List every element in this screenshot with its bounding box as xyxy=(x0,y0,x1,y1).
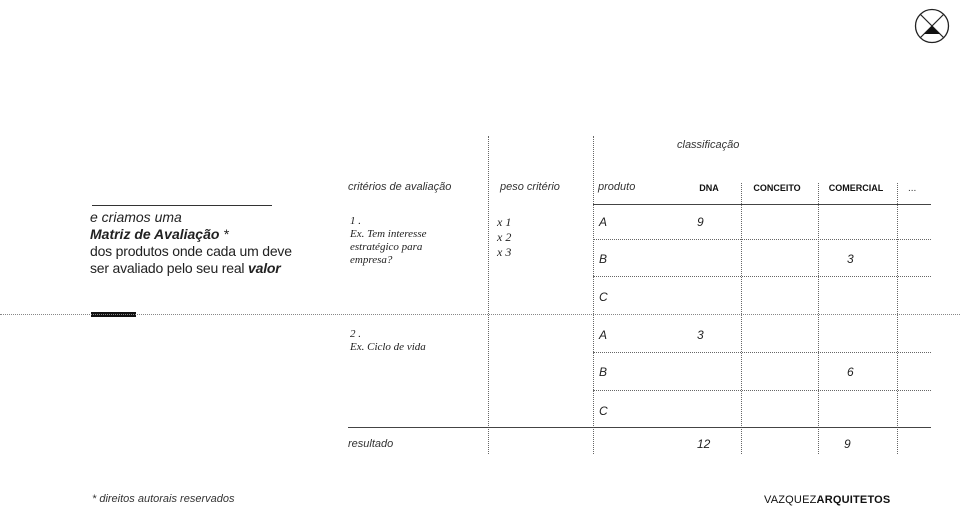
product-cell: A xyxy=(599,215,608,229)
header-more: ... xyxy=(908,183,917,194)
commercial-cell: 6 xyxy=(847,365,854,379)
commercial-cell: 3 xyxy=(847,252,854,266)
brand-logo xyxy=(764,494,890,506)
classification-label: classificação xyxy=(677,139,740,151)
value-word: valor xyxy=(248,260,281,276)
weight-value: x 3 xyxy=(497,245,512,259)
criterion-text-line: empresa? xyxy=(350,254,393,266)
intro-line-2 xyxy=(90,226,350,243)
criterion-1-weights xyxy=(497,215,511,260)
result-commercial: 9 xyxy=(844,437,851,451)
brand-part-2: ARQUITETOS xyxy=(816,494,891,506)
header-dna: DNA xyxy=(699,183,719,193)
asterisk: * xyxy=(219,226,229,242)
column-divider xyxy=(741,183,742,454)
column-divider xyxy=(818,183,819,454)
criterion-number: 2 . xyxy=(350,328,361,340)
intro-text xyxy=(90,209,350,277)
row-rule xyxy=(593,239,931,240)
header-commercial: COMERCIAL xyxy=(828,183,884,193)
intro-line-4 xyxy=(90,260,350,277)
criterion-text-line: estratégico para xyxy=(350,241,423,253)
header-rule xyxy=(593,204,931,205)
dna-cell: 3 xyxy=(697,328,704,342)
row-rule xyxy=(593,352,931,353)
row-rule xyxy=(593,276,931,277)
intro-line-4-text: ser avaliado pelo seu real xyxy=(90,260,249,276)
row-rule xyxy=(593,390,931,391)
product-cell: B xyxy=(599,252,608,266)
divider-line xyxy=(0,314,960,315)
header-product: produto xyxy=(598,181,636,193)
intro-top-rule xyxy=(92,205,272,206)
criterion-text-line: Ex. Ciclo de vida xyxy=(350,341,426,353)
product-cell: A xyxy=(599,328,608,342)
result-dna: 12 xyxy=(697,437,711,451)
dna-cell: 9 xyxy=(697,215,704,229)
weight-value: x 2 xyxy=(497,230,512,244)
criterion-2 xyxy=(350,328,426,354)
weight-value: x 1 xyxy=(497,215,512,229)
intro-line-3: dos produtos onde cada um deve xyxy=(90,243,292,259)
product-cell: C xyxy=(599,290,608,304)
product-cell: B xyxy=(599,365,608,379)
matrix-title: Matriz de Avaliação xyxy=(90,226,220,242)
result-label: resultado xyxy=(348,438,394,450)
intro-line-1: e criamos uma xyxy=(90,209,182,225)
column-divider xyxy=(488,136,489,454)
criterion-text-line: Ex. Tem interesse xyxy=(350,228,427,240)
compass-icon xyxy=(914,8,950,44)
header-concept: CONCEITO xyxy=(753,183,801,193)
brand-part-1: VAZQUEZ xyxy=(764,494,817,506)
header-criteria: critérios de avaliação xyxy=(348,181,452,193)
product-cell: C xyxy=(599,404,608,418)
copyright-footnote: * direitos autorais reservados xyxy=(92,493,235,505)
criterion-1 xyxy=(350,215,426,267)
header-weight: peso critério xyxy=(500,181,560,193)
criterion-number: 1 . xyxy=(350,215,361,227)
column-divider xyxy=(593,136,594,454)
result-rule xyxy=(348,427,931,428)
column-divider xyxy=(897,183,898,454)
